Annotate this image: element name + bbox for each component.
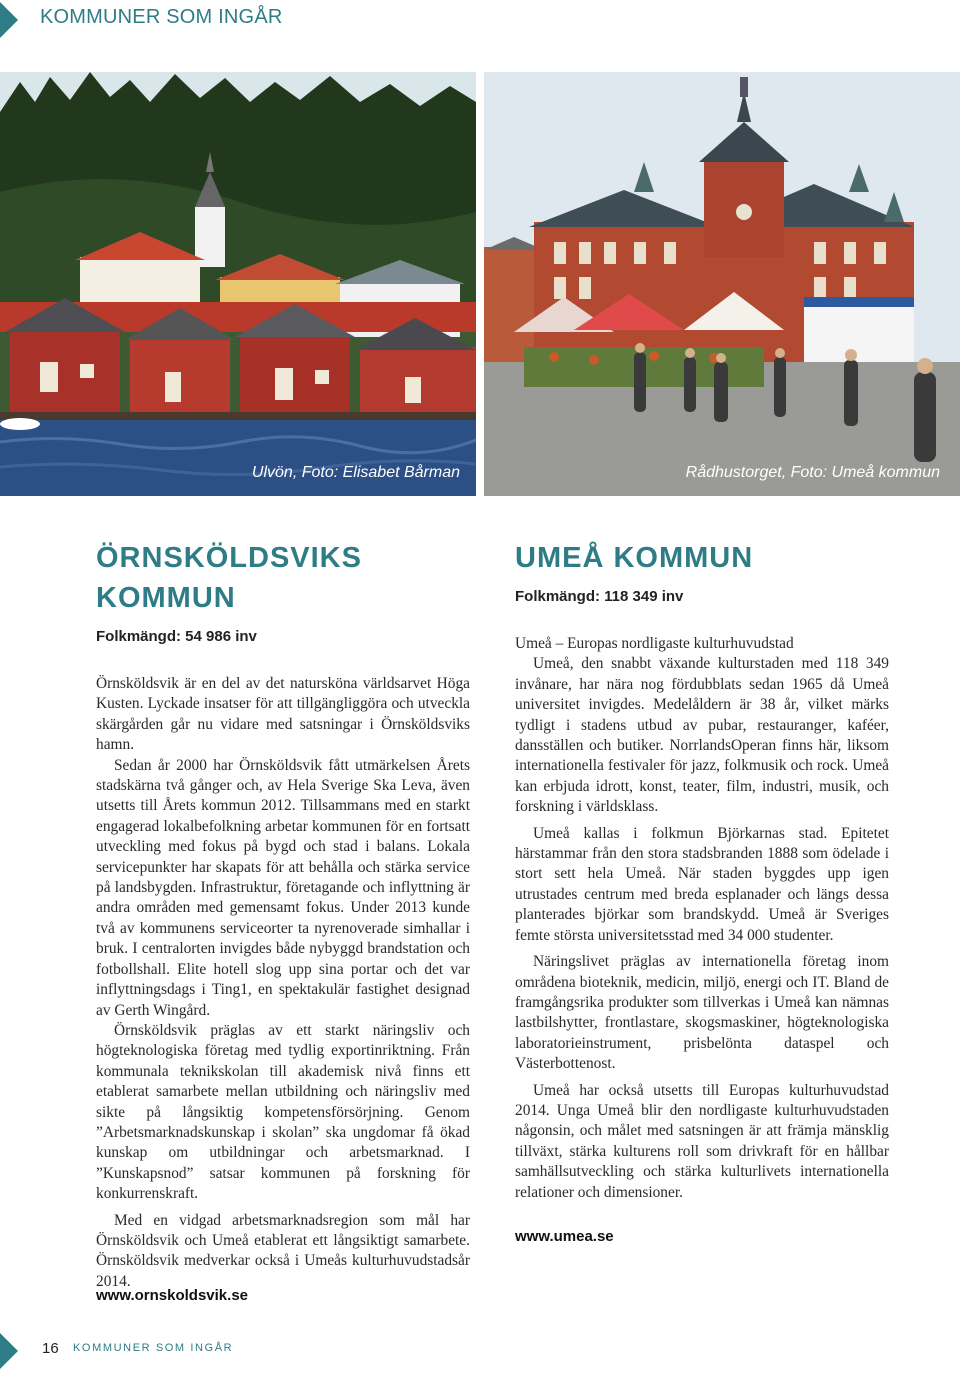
body-text: [96, 674, 470, 1292]
radhustorget-photo: [484, 72, 960, 496]
photo-caption-right: Rådhustorget, Foto: Umeå kommun: [685, 464, 940, 481]
section-title: ÖRNSKÖLDSVIKS KOMMUN: [96, 542, 362, 614]
section-title: UMEÅ KOMMUN: [515, 542, 754, 574]
paragraph: Med en vidgad arbetsmarknadsregion som mål har Örnsköldsvik och Umeå etablerat ett långsiktigt samarbete. Örnsköldsvik medverkar också i Umeås kulturhuvudstadsår 2014.: [96, 1211, 470, 1290]
website-link-ornskoldsvik[interactable]: www.ornskoldsvik.se: [96, 1287, 248, 1304]
footer-arrow-icon: [0, 1333, 18, 1369]
paragraph: Örnsköldsvik präglas av ett starkt näringsliv och högteknologiska företag med tydlig exportinriktning. Från kommunala teknikskolan till akademisk nivå finns ett etablerat samarbete mellan utbildning och näringsliv med sikte på långsiktig kompetensförsörjning. Genom ”Arbetsmarknadskunskap i skolan” ska ungdomar få ökad kunskap om utbildningar och arbetsmarknad. I ”Kunskapsnod” satsar kommunen på forskning för konkurrenskraft.: [96, 1021, 470, 1203]
paragraph: Umeå kallas i folkmun Björkarnas stad. Epitetet härstammar från den stora stadsbranden 1888 som ödelade i stort sett hela Umeå. När staden byggdes upp igen utrustades centrum med breda esplanader och längs dessa planterades björkar som brandskydd. Umeå är Sveriges femte största universitetsstad med 34 000 studenter.: [515, 824, 889, 944]
population-text: Folkmängd: 54 986 inv: [96, 628, 257, 645]
header-arrow-icon: [0, 2, 18, 38]
page-number: 16: [42, 1340, 59, 1357]
page-header-title: KOMMUNER SOM INGÅR: [40, 6, 283, 28]
body-text: [515, 634, 889, 1203]
photo-caption-left: Ulvön, Foto: Elisabet Bårman: [251, 464, 460, 481]
footer-section-label: KOMMUNER SOM INGÅR: [73, 1342, 234, 1354]
paragraph: Örnsköldsvik är en del av det natursköna världsarvet Höga Kusten. Lyckade insatser för att tillgängliggöra och utveckla skärgården går nu vidare med satsningar i Örnsköldsviks hamn.: [96, 675, 470, 754]
paragraph: Umeå har också utsetts till Europas kulturhuvudstad 2014. Unga Umeå blir den nordligaste kulturhuvudstaden någonsin, och målet med satsningen är att främja mänsklig tillväxt, stärka kulturens roll som drivkraft för en hållbar samhällsutveckling och stärka kulturlivets internationella relationer och dimensioner.: [515, 1081, 889, 1201]
website-link-umea[interactable]: www.umea.se: [515, 1228, 614, 1245]
umea-section: [515, 538, 889, 1203]
paragraph: Umeå, den snabbt växande kulturstaden med 118 349 invånare, har nära nog fördubblats sedan 1965 då Umeå universitet invigdes. Medelåldern är 38 år, vilket märks tydligt i stadens utbud av pubar, restauranger, kaféer, dansställen och butiker. NorrlandsOperan finns här, liksom internationella festivaler för jazz, folkmusik och rock. Umeå kan erbjuda idrott, konst, teater, film, industri, musik, och forskning i världsklass.: [515, 655, 889, 816]
ornskoldsvik-section: [96, 538, 470, 1292]
paragraph: Näringslivet präglas av internationella företag inom områdena bioteknik, medicin, miljö, energi och IT. Bland de framgångsrika produkter som tillverkas i Umeå kan nämnas lastbilshytter, frontlastare, skogsmaskiner, högteknologiska laboratorieinstrument, prisbelönta dataspel och Västerbottenost.: [515, 953, 889, 1073]
paragraph: Sedan år 2000 har Örnsköldsvik fått utmärkelsen Årets stadskärna två gånger och, av Hela Sverige Ska Leva, även utsetts till Årets kommun 2012. Tillsammans med en starkt engagerad lokalbefolkning arbetar kommunen för en fortsatt utveckling med fokus på bygd och stad i balans. Lokala servicepunkter har skapats för att behålla och stärka service på landsbygden. Infrastruktur, företagande och inflyttning är andra områden med gemensamt fokus. Under 2013 kunde två av kommunens serviceorter ta nyrenoverade simhallar i bruk. I centralorten invigdes både nybyggd brandstation och fotbollshall. Elite hotell slog upp sina portar och det var inflyttningsdags i Ting1, en spektakulär fastighet designad av Gerth Wingård.: [96, 756, 470, 1019]
ulvon-photo: [0, 72, 476, 496]
population-text: Folkmängd: 118 349 inv: [515, 588, 684, 605]
paragraph: Umeå – Europas nordligaste kulturhuvudstad: [515, 635, 794, 652]
